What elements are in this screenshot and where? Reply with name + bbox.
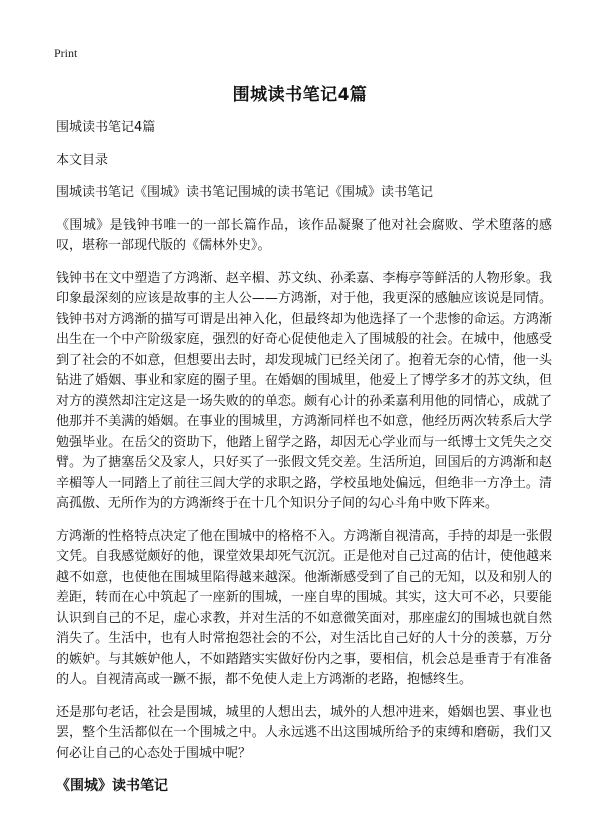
document-body	[56, 118, 552, 797]
toc-entries: 围城读书笔记《围城》读书笔记围城的读书笔记《围城》读书笔记	[56, 185, 434, 200]
print-label[interactable]: Print	[54, 46, 78, 60]
paragraph-conclusion: 还是那句老话，社会是围城，城里的人想出去，城外的人想冲进来，婚姻也罢、事业也罢，整个生活都似在一个围城之中。人永远逃不出这围城所给予的束缚和磨砺，我们又何必让自己的心态处于围城中呢？	[56, 704, 552, 761]
toc-label: 本文目录	[56, 152, 109, 168]
paragraph-characters: 钱钟书在文中塑造了方鸿渐、赵辛楣、苏文纨、孙柔嘉、李梅亭等鲜活的人物形象。我印象最深刻的应该是故事的主人公——方鸿渐，对于他，我更深的感触应该说是同情。钱钟书对方鸿渐的描写可谓是出神入化，但最终却为他选择了一个悲惨的命运。方鸿渐出生在一个中产阶级家庭，强烈的好奇心促使他走入了围城般的社会。在城中，他感受到了社会的不如意，但想要出去时，却发现城门已经关闭了。抱着无奈的心情，他一头钻进了婚姻、事业和家庭的圈子里。在婚姻的围城里，他爱上了博学多才的苏文纨，但对方的漠然却注定这是一场失败的的单恋。颇有心计的孙柔嘉利用他的同情心，成就了他那并不美满的婚姻。在事业的围城里，方鸿渐同样也不如意，他经历两次转系后大学勉强毕业。在岳父的资助下，他踏上留学之路，却因无心学业而与一纸博士文凭失之交臂。为了搪塞岳父及家人，只好买了一张假文凭交差。生活所迫，回国后的方鸿渐和赵辛楣等人一同踏上了前往三闾大学的求职之路，学校虽地处偏远，但绝非一方净土。清高孤傲、无所作为的方鸿渐终于在十几个知识分子间的勾心斗角中败下阵来。	[56, 270, 552, 511]
page-title: 围城读书笔记4篇	[232, 85, 368, 105]
document-subtitle: 围城读书笔记4篇	[56, 120, 156, 135]
paragraph-intro: 《围城》是钱钟书唯一的一部长篇作品，该作品凝聚了他对社会腐败、学术堕落的感叹，堪称一部现代版的《儒林外史》。	[56, 217, 552, 253]
section-heading: 《围城》读书笔记	[56, 778, 168, 794]
paragraph-personality: 方鸿渐的性格特点决定了他在围城中的格格不入。方鸿渐自视清高，手持的却是一张假文凭。自我感觉颇好的他，课堂效果却死气沉沉。正是他对自己过高的估计，使他越来越不如意，也使他在围城里陷得越来越深。他渐渐感受到了自己的无知，以及和别人的差距，转而在心中筑起了一座新的围城，一座自卑的围城。其实，这大可不必，只要能认识到自己的不足，虚心求教，并对生活的不如意微笑面对，那座虚幻的围城也就自然消失了。生活中，也有人时常抱怨社会的不公，对生活比自己好的人十分的羡慕，万分的嫉妒。与其嫉妒他人，不如踏踏实实做好份内之事，要相信，机会总是垂青于有准备的人。自视清高或一蹶不振，都不免使人走上方鸿渐的老路，抱憾终生。	[56, 528, 552, 687]
